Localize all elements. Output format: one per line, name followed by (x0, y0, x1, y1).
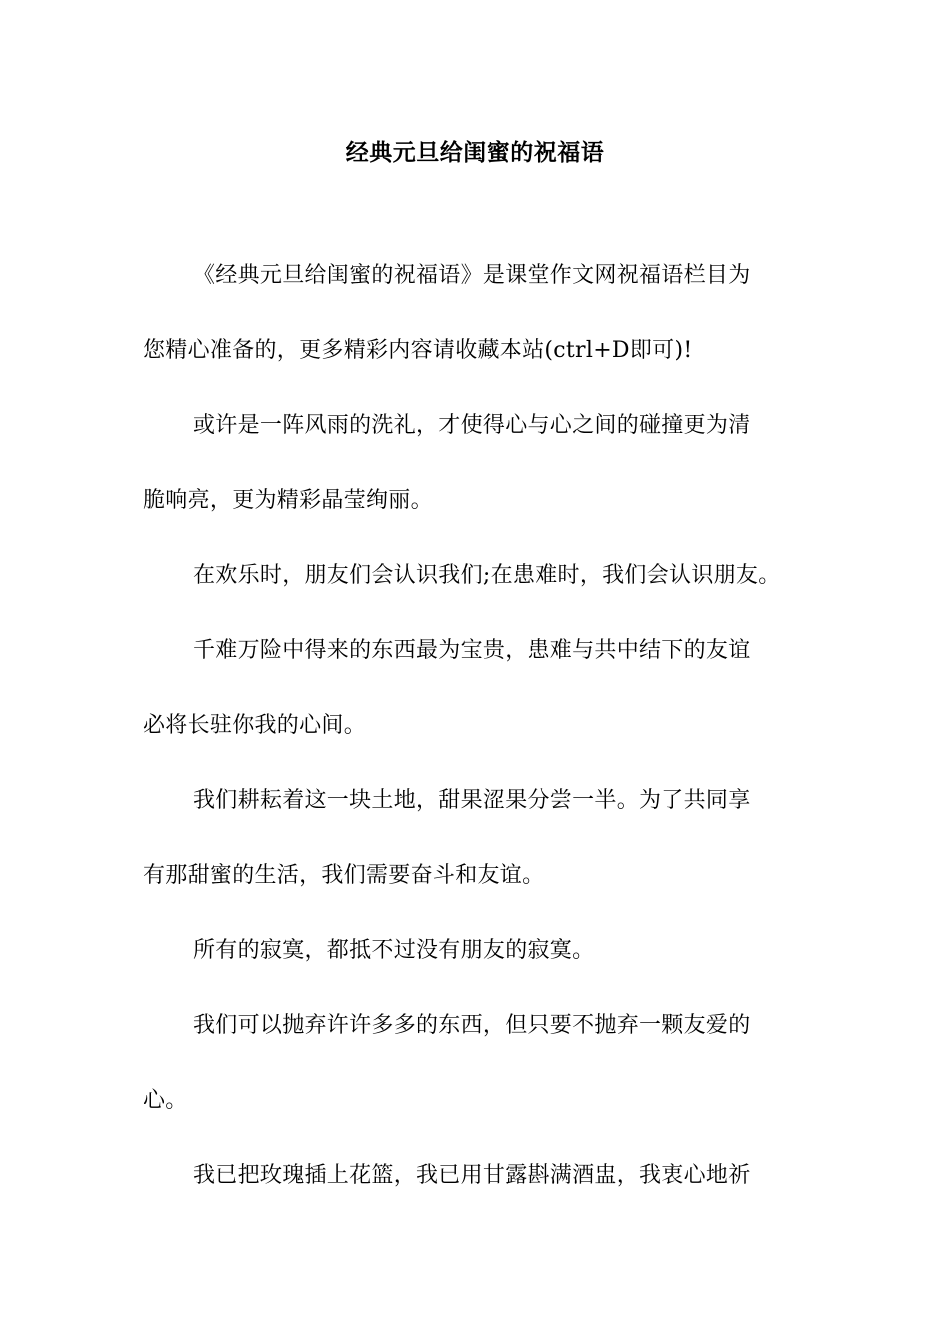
paragraph-line: 我们耕耘着这一块土地，甜果涩果分尝一半。为了共同享 (193, 788, 751, 813)
paragraph-line: 千难万险中得来的东西最为宝贵，患难与共中结下的友谊 (193, 638, 751, 663)
paragraph-line: 在欢乐时，朋友们会认识我们;在患难时，我们会认识朋友。 (193, 563, 781, 588)
paragraph-line: 您精心准备的，更多精彩内容请收藏本站(ctrl+D即可)! (143, 338, 693, 363)
paragraph-line: 或许是一阵风雨的洗礼，才使得心与心之间的碰撞更为清 (193, 413, 751, 438)
paragraph-line: 所有的寂寞，都抵不过没有朋友的寂寞。 (193, 938, 595, 963)
paragraph-line: 我已把玫瑰插上花篮，我已用甘露斟满酒盅，我衷心地祈 (193, 1163, 751, 1188)
paragraph-line: 《经典元旦给闺蜜的祝福语》是课堂作文网祝福语栏目为 (193, 263, 751, 288)
paragraph-line: 心。 (143, 1088, 188, 1113)
paragraph-line: 脆响亮，更为精彩晶莹绚丽。 (143, 488, 433, 513)
paragraph-line: 我们可以抛弃许许多多的东西，但只要不抛弃一颗友爱的 (193, 1013, 751, 1038)
paragraph-line: 有那甜蜜的生活，我们需要奋斗和友谊。 (143, 863, 545, 888)
paragraph-line: 必将长驻你我的心间。 (143, 713, 367, 738)
document-title: 经典元旦给闺蜜的祝福语 (345, 139, 605, 166)
